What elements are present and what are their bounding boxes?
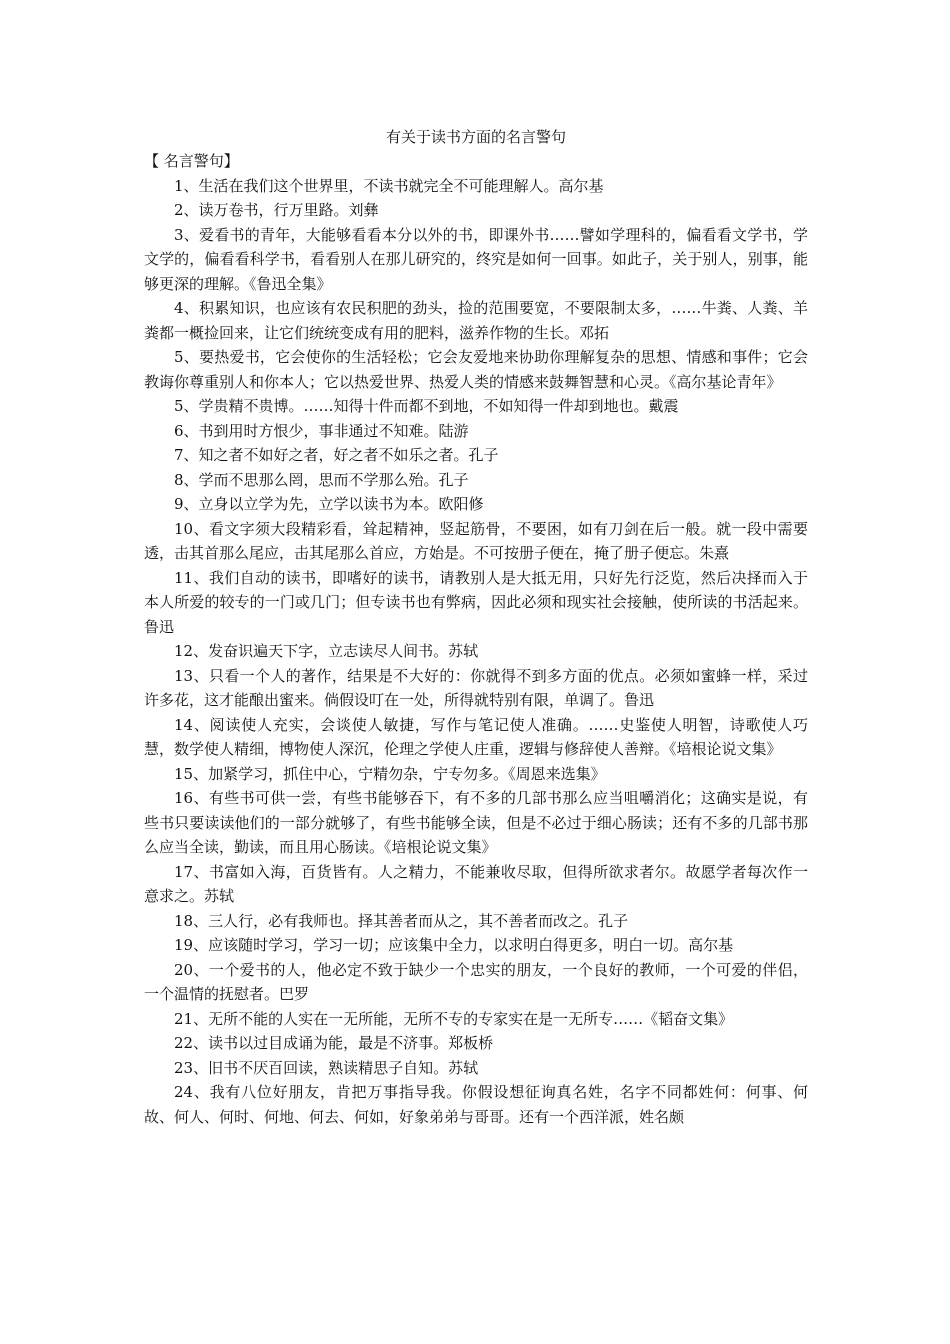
- quote-paragraph: 5、学贵精不贵博。……知得十件而都不到地，不如知得一件却到地也。戴震: [174, 397, 679, 415]
- quote-paragraph: 16、有些书可供一尝，有些书能够吞下，有不多的几部书那么应当咀嚼消化；这确实是说，有些书只要读读他们的一部分就够了，有些书能够全读，但是不必过于细心肠读；还有不多的几部书那么应当全读，勤读，而且用心肠读。《培根论说文集》: [144, 789, 808, 856]
- quote-paragraph: 15、加紧学习，抓住中心，宁精勿杂，宁专勿多。《周恩来选集》: [174, 764, 606, 783]
- document-body: [144, 125, 808, 1129]
- quote-paragraph: 24、我有八位好朋友，肯把万事指导我。你假设想征询真名姓，名字不同都姓何：何事、何故、何人、何时、何地、何去、何如，好象弟弟与哥哥。还有一个西洋派，姓名颇: [144, 1083, 808, 1126]
- quote-paragraph: 2、读万卷书，行万里路。刘彝: [174, 201, 379, 219]
- quote-paragraph: 12、发奋识遍天下字，立志读尽人间书。苏轼: [174, 642, 479, 660]
- quote-paragraph: 5、要热爱书，它会使你的生活轻松；它会友爱地来协助你理解复杂的思想、情感和事件；它会教诲你尊重别人和你本人；它以热爱世界、热爱人类的情感来鼓舞智慧和心灵。《高尔基论青年》: [144, 348, 808, 391]
- quote-paragraph: 22、读书以过目成诵为能，最是不济事。郑板桥: [174, 1034, 494, 1052]
- quote-paragraph: 20、一个爱书的人，他必定不致于缺少一个忠实的朋友，一个良好的教师，一个可爱的伴侣，一个温情的抚慰者。巴罗: [144, 960, 808, 1003]
- quote-paragraph: 21、无所不能的人实在一无所能，无所不专的专家实在是一无所专……《韬奋文集》: [174, 1009, 734, 1028]
- quote-paragraph: 10、看文字须大段精彩看，耸起精神，竖起筋骨，不要困，如有刀剑在后一般。就一段中需要透，击其首那么尾应，击其尾那么首应，方始是。不可按册子便在，掩了册子便忘。朱熹: [144, 519, 808, 562]
- quote-paragraph: 8、学而不思那么罔，思而不学那么殆。孔子: [174, 470, 469, 489]
- quote-paragraph: 19、应该随时学习，学习一切；应该集中全力，以求明白得更多，明白一切。高尔基: [174, 936, 734, 954]
- quote-paragraph: 6、书到用时方恨少，事非通过不知难。陆游: [174, 421, 469, 440]
- quote-paragraph: 3、爱看书的青年，大能够看看本分以外的书，即课外书……譬如学理科的，偏看看文学书，学文学的，偏看看科学书，看看别人在那儿研究的，终究是如何一回事。如此子，关于别人，别事，能够更深的理解。《鲁迅全集》: [144, 225, 808, 293]
- quote-paragraph: 17、书富如入海，百货皆有。人之精力，不能兼收尽取，但得所欲求者尔。故愿学者每次作一意求之。苏轼: [144, 862, 808, 905]
- quote-paragraph: 11、我们自动的读书，即嗜好的读书，请教别人是大抵无用，只好先行泛览，然后决择而入于本人所爱的较专的一门或几门；但专读书也有弊病，因此必须和现实社会接触，使所读的书活起来。鲁迅: [144, 568, 808, 636]
- quote-paragraph: 9、立身以立学为先，立学以读书为本。欧阳修: [174, 495, 484, 513]
- section-heading: 【 名言警句】: [144, 152, 239, 170]
- quote-paragraph: 4、积累知识，也应该有农民积肥的劲头，捡的范围要宽，不要限制太多，……牛粪、人粪、羊粪都一概捡回来，让它们统统变成有用的肥料，滋养作物的生长。邓拓: [144, 299, 808, 342]
- quote-paragraph: 14、阅读使人充实，会谈使人敏捷，写作与笔记使人准确。……史鉴使人明智，诗歌使人巧慧，数学使人精细，博物使人深沉，伦理之学使人庄重，逻辑与修辞使人善辩。《培根论说文集》: [144, 715, 808, 758]
- quote-paragraph: 13、只看一个人的著作，结果是不大好的：你就得不到多方面的优点。必须如蜜蜂一样，采过许多花，这才能酿出蜜来。倘假设叮在一处，所得就特别有限，单调了。鲁迅: [144, 666, 808, 709]
- quote-paragraph: 23、旧书不厌百回读，熟读精思子自知。苏轼: [174, 1058, 479, 1077]
- quote-paragraph: 7、知之者不如好之者，好之者不如乐之者。孔子: [174, 446, 499, 464]
- quote-paragraph: 1、生活在我们这个世界里，不读书就完全不可能理解人。高尔基: [174, 176, 604, 195]
- quote-paragraph: 18、三人行，必有我师也。择其善者而从之，其不善者而改之。孔子: [174, 911, 629, 930]
- document-title: 有关于读书方面的名言警句: [385, 128, 566, 146]
